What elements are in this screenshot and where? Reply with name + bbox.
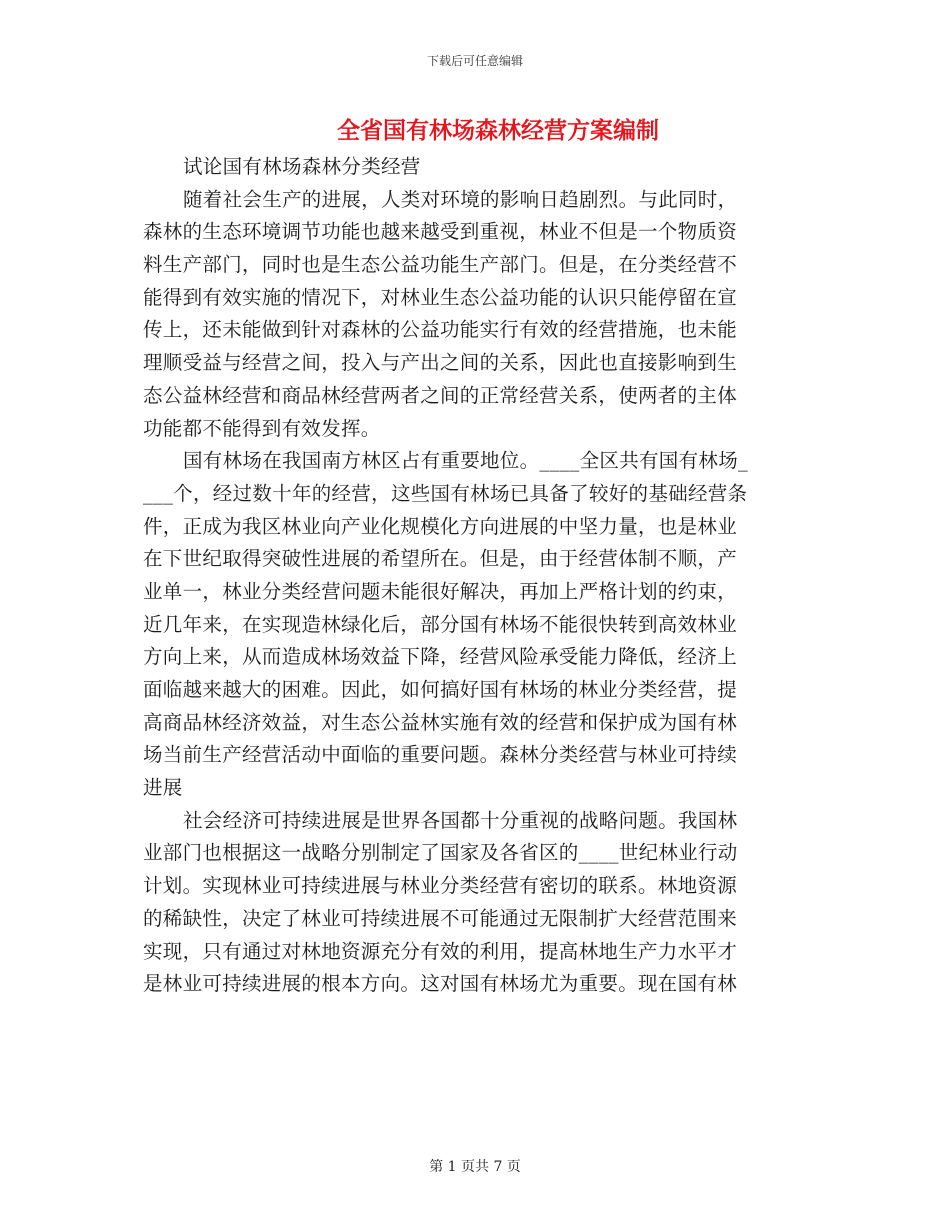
paragraph-line: 实现，只有通过对林地资源充分有效的利用，提高林地生产力水平才 [143,939,738,963]
paragraph-line: 面临越来越大的困难。因此，如何搞好国有林场的林业分类经营，提 [143,678,738,701]
section-subtitle: 试论国有林场森林分类经营 [183,155,421,178]
paragraph-line: 业部门也根据这一战略分别制定了国家及各省区的____世纪林业行动 [143,841,738,865]
document-body [143,151,808,1001]
paragraph-line: 能得到有效实施的情况下，对林业生态公益功能的认识只能停留在宣 [143,285,738,309]
paragraph-line: 业单一，林业分类经营问题未能很好解决，再加上严格计划的约束， [143,579,738,603]
page-header: 下载后可任意编辑 [426,54,523,68]
paragraph-line: 高商品林经济效益，对生态公益林实施有效的经营和保护成为国有林 [143,710,738,734]
paragraph-line: ___个，经过数十年的经营，这些国有林场已具备了较好的基础经营条 [143,481,748,505]
paragraph-line: 近几年来，在实现造林绿化后，部分国有林场不能很快转到高效林业 [143,612,738,636]
paragraph-line: 态公益林经营和商品林经营两者之间的正常经营关系，使两者的主体 [143,383,738,407]
paragraph-line: 是林业可持续进展的根本方向。这对国有林场尤为重要。现在国有林 [143,972,738,996]
document-title: 全省国有林场森林经营方案编制 [337,117,659,144]
paragraph-line: 料生产部门，同时也是生态公益功能生产部门。但是，在分类经营不 [143,253,738,277]
paragraph-line: 社会经济可持续进展是世界各国都十分重视的战略问题。我国林 [183,808,738,832]
paragraph-line: 理顺受益与经营之间，投入与产出之间的关系，因此也直接影响到生 [143,351,738,375]
paragraph-line: 方向上来，从而造成林场效益下降，经营风险承受能力降低，经济上 [143,645,738,669]
paragraph-line: 森林的生态环境调节功能也越来越受到重视，林业不但是一个物质资 [143,220,738,244]
paragraph-line: 功能都不能得到有效发挥。 [143,416,381,440]
paragraph-line: 的稀缺性，决定了林业可持续进展不可能通过无限制扩大经营范围来 [143,906,738,930]
paragraph-line: 随着社会生产的进展，人类对环境的影响日趋剧烈。与此同时， [183,187,738,211]
paragraph-line: 件，正成为我区林业向产业化规模化方向进展的中坚力量，也是林业 [143,514,738,538]
paragraph-line: 国有林场在我国南方林区占有重要地位。____全区共有国有林场_ [183,449,749,473]
paragraph-line: 传上，还未能做到针对森林的公益功能实行有效的经营措施，也未能 [143,318,738,342]
paragraph-line: 在下世纪取得突破性进展的希望所在。但是，由于经营体制不顺，产 [143,547,738,571]
paragraph-line: 场当前生产经营活动中面临的重要问题。森林分类经营与林业可持续 [143,743,738,767]
page-number: 第 1 页共 7 页 [429,1159,521,1175]
paragraph-line: 计划。实现林业可持续进展与林业分类经营有密切的联系。林地资源 [143,874,738,898]
paragraph-line: 进展 [143,776,183,800]
